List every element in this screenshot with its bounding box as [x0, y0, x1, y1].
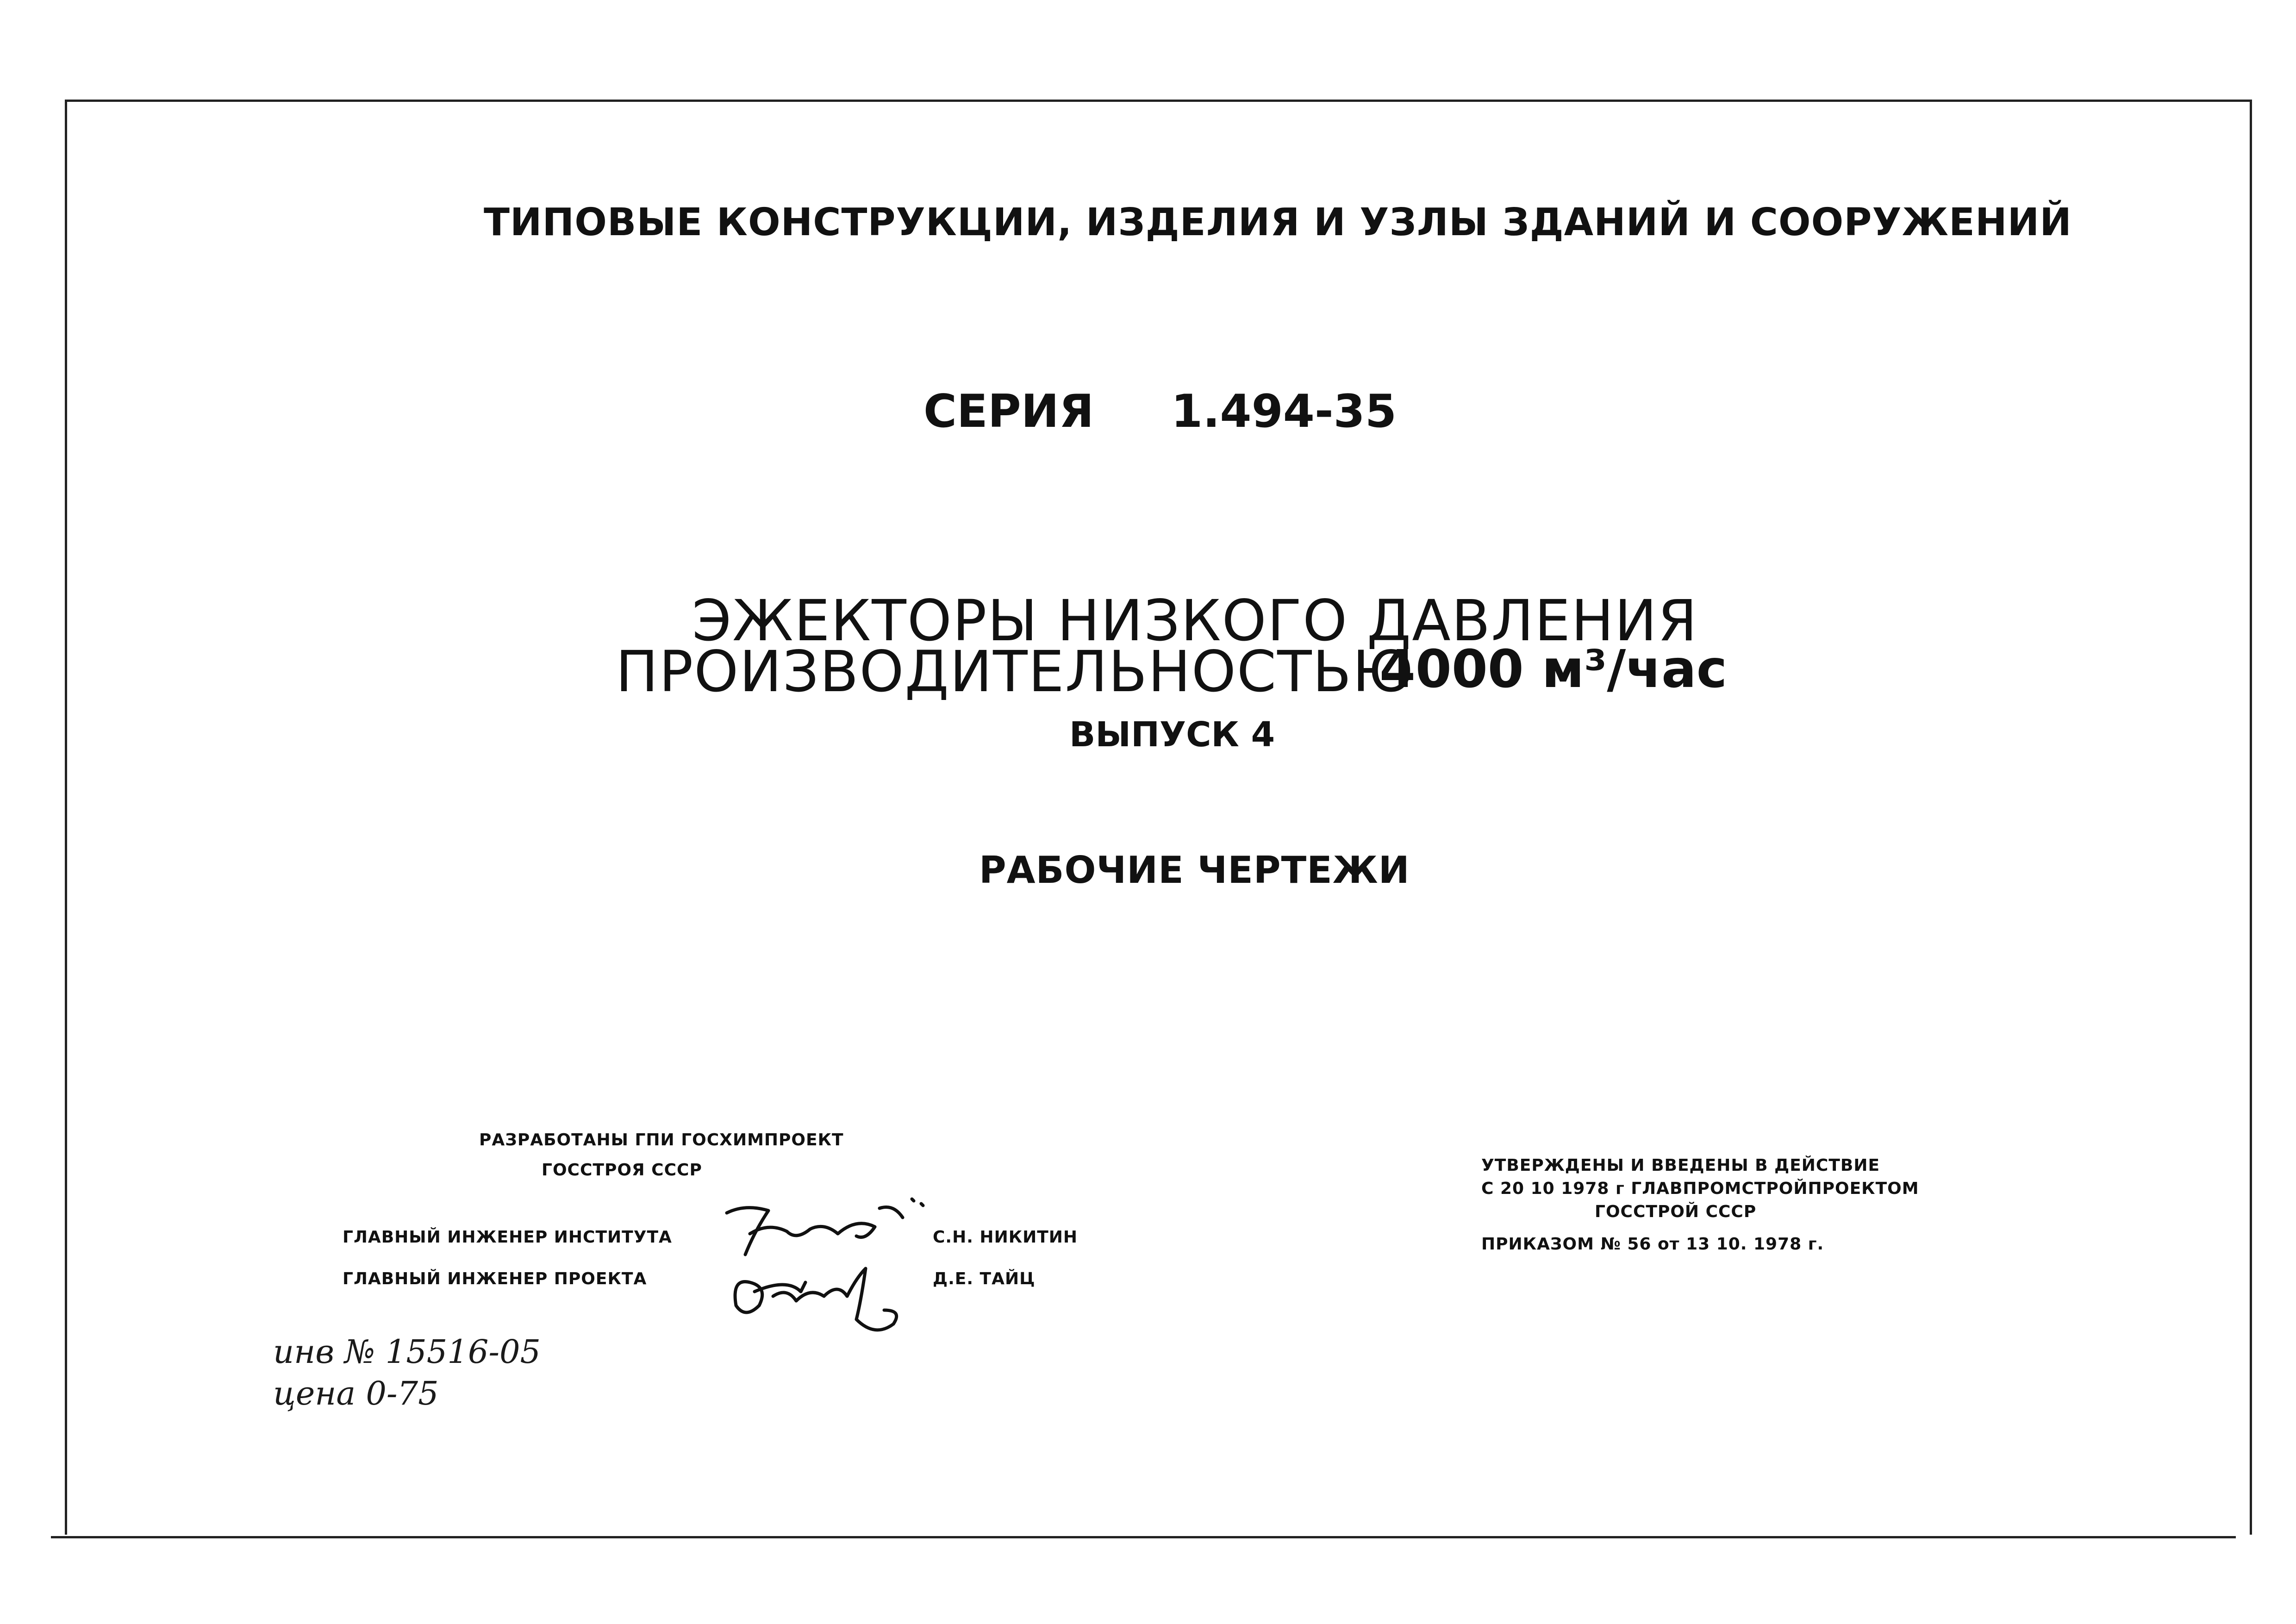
- series-title: ТИПОВЫЕ КОНСТРУКЦИИ, ИЗДЕЛИЯ И УЗЛЫ ЗДАНИЙ И СООРУЖЕНИЙ: [484, 200, 2072, 244]
- signature-taits: [718, 1250, 921, 1343]
- approval-line-4: ПРИКАЗОМ № 56 от 13 10. 1978 г.: [1481, 1235, 1824, 1254]
- price-note: цена 0-75: [273, 1374, 439, 1412]
- approval-line-3: ГОССТРОЙ СССР: [1595, 1202, 1757, 1221]
- approval-line-1: УТВЕРЖДЕНЫ И ВВЕДЕНЫ В ДЕЙСТВИЕ: [1481, 1156, 1880, 1175]
- series-label: СЕРИЯ: [923, 385, 1094, 438]
- document-title-line-1: ЭЖЕКТОРЫ НИЗКОГО ДАВЛЕНИЯ: [692, 588, 1698, 654]
- document-subtitle: РАБОЧИЕ ЧЕРТЕЖИ: [979, 849, 1410, 892]
- chief-engineer-institute-role: ГЛАВНЫЙ ИНЖЕНЕР ИНСТИТУТА: [343, 1228, 672, 1247]
- capacity-value: 4000 м³/час: [1379, 639, 1728, 700]
- inventory-number: инв № 15516-05: [273, 1333, 541, 1371]
- series-number: 1.494-35: [1171, 385, 1397, 438]
- chief-engineer-project-role: ГЛАВНЫЙ ИНЖЕНЕР ПРОЕКТА: [343, 1269, 647, 1288]
- chief-engineer-institute-name: С.Н. НИКИТИН: [933, 1228, 1078, 1247]
- issue-number: ВЫПУСК 4: [1069, 715, 1275, 755]
- developer-line-2: ГОССТРОЯ СССР: [542, 1161, 702, 1180]
- approval-line-2: С 20 10 1978 г ГЛАВПРОМСТРОЙПРОЕКТОМ: [1481, 1179, 1919, 1198]
- document-title-line-2: ПРОИЗВОДИТЕЛЬНОСТЬЮ: [616, 639, 1415, 705]
- developer-line-1: РАЗРАБОТАНЫ ГПИ ГОСХИМПРОЕКТ: [479, 1131, 844, 1149]
- document-frame: [65, 100, 2252, 1535]
- chief-engineer-project-name: Д.Е. ТАЙЦ: [933, 1269, 1036, 1288]
- bottom-rule: [51, 1536, 2236, 1538]
